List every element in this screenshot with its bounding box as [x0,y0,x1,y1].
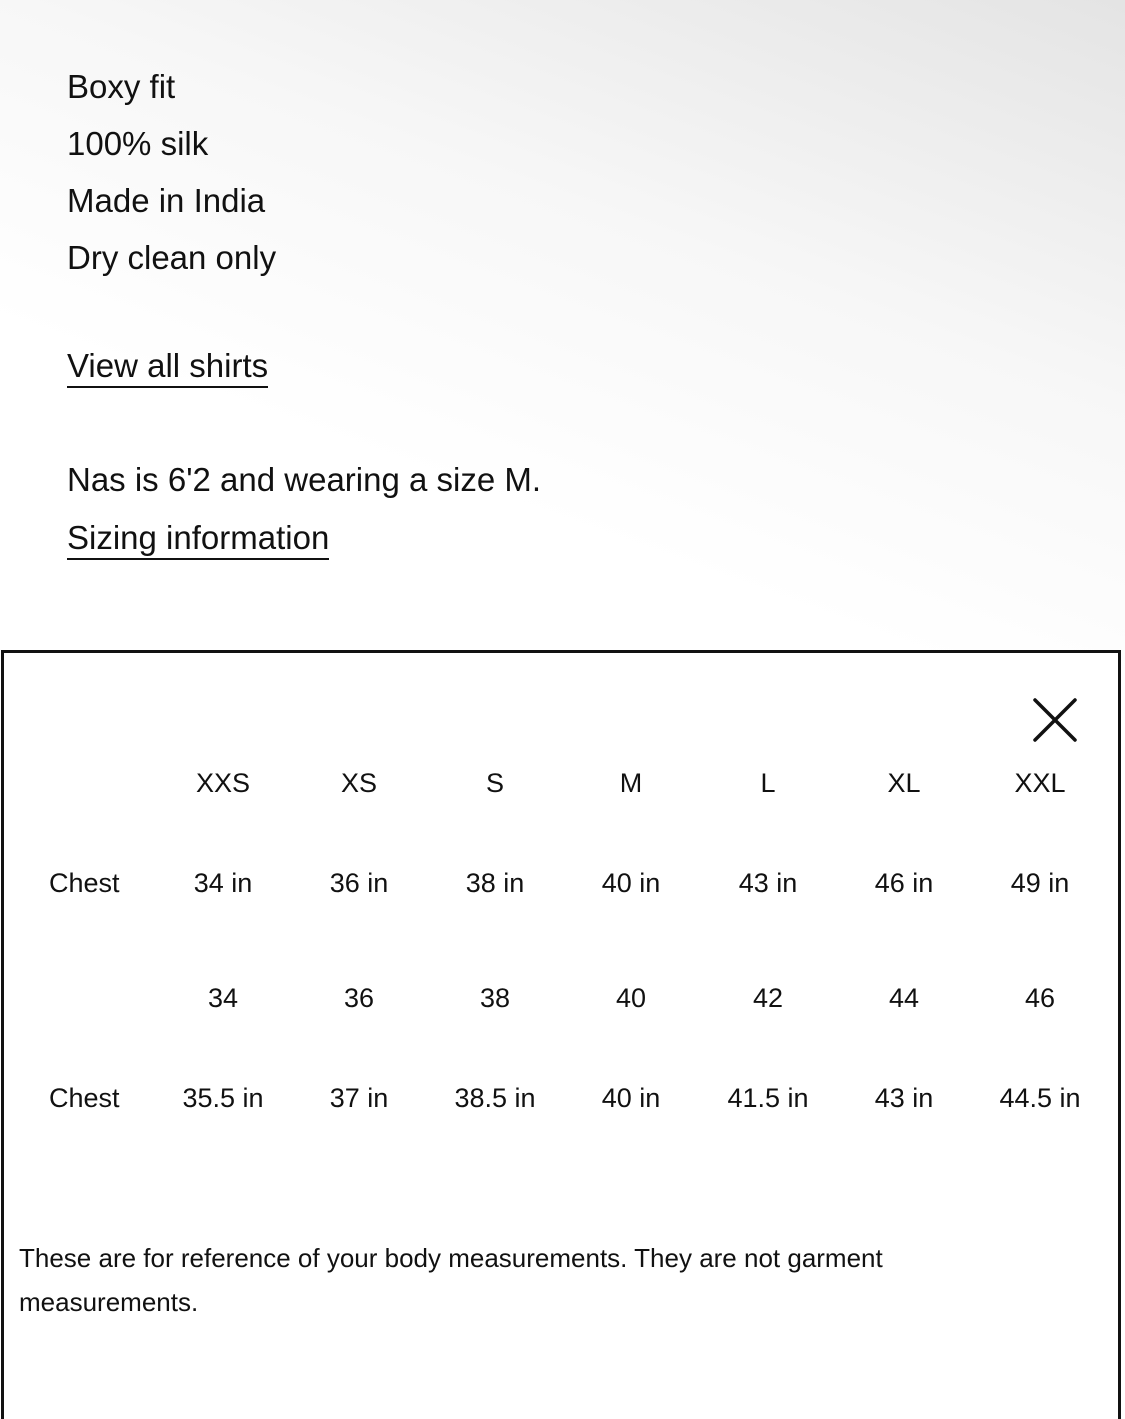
size-label: L [760,768,776,798]
size-label: XL [887,768,921,798]
size-label: XXS [195,768,251,798]
chest-value: 40 in [601,1083,661,1113]
size-label: XS [340,768,378,798]
product-details-list [67,58,276,286]
size-header-row [4,768,1124,808]
chest-row-alpha [4,868,1124,908]
chest-value: 38.5 in [454,1083,536,1113]
numeric-size-label: 46 [1024,983,1056,1013]
size-label: S [485,768,504,798]
row-label: Chest [49,868,120,898]
numeric-size-label: 34 [207,983,239,1013]
numeric-size-header-row [4,983,1124,1023]
chest-value: 40 in [601,868,661,898]
chest-value: 35.5 in [182,1083,264,1113]
chest-value: 49 in [1010,868,1070,898]
numeric-size-label: 40 [615,983,647,1013]
chest-row-numeric [4,1083,1124,1123]
chest-value: 41.5 in [727,1083,809,1113]
numeric-size-label: 36 [343,983,375,1013]
size-label: M [619,768,643,798]
chest-value: 46 in [874,868,934,898]
detail-fit: Boxy fit [67,68,176,105]
chest-value: 43 in [738,868,798,898]
chest-value: 44.5 in [999,1083,1081,1113]
chest-value: 37 in [329,1083,389,1113]
close-button[interactable] [1032,697,1078,743]
row-label: Chest [49,1083,120,1113]
numeric-size-label: 44 [888,983,920,1013]
sizing-information-link[interactable]: Sizing information [67,519,329,560]
chest-value: 36 in [329,868,389,898]
size-chart-footnote: These are for reference of your body measurements. They are not garment measurements. [19,1243,883,1317]
detail-care: Dry clean only [67,239,277,276]
size-label: XXL [1014,768,1066,798]
size-chart-modal [1,650,1121,1419]
detail-material: 100% silk [67,125,209,162]
close-icon [1032,697,1078,743]
chest-value: 38 in [465,868,525,898]
chest-value: 43 in [874,1083,934,1113]
numeric-size-label: 42 [752,983,784,1013]
chest-value: 34 in [193,868,253,898]
view-all-shirts-link[interactable]: View all shirts [67,347,268,388]
detail-origin: Made in India [67,182,266,219]
model-size-note: Nas is 6'2 and wearing a size M. [67,461,542,498]
numeric-size-label: 38 [479,983,511,1013]
